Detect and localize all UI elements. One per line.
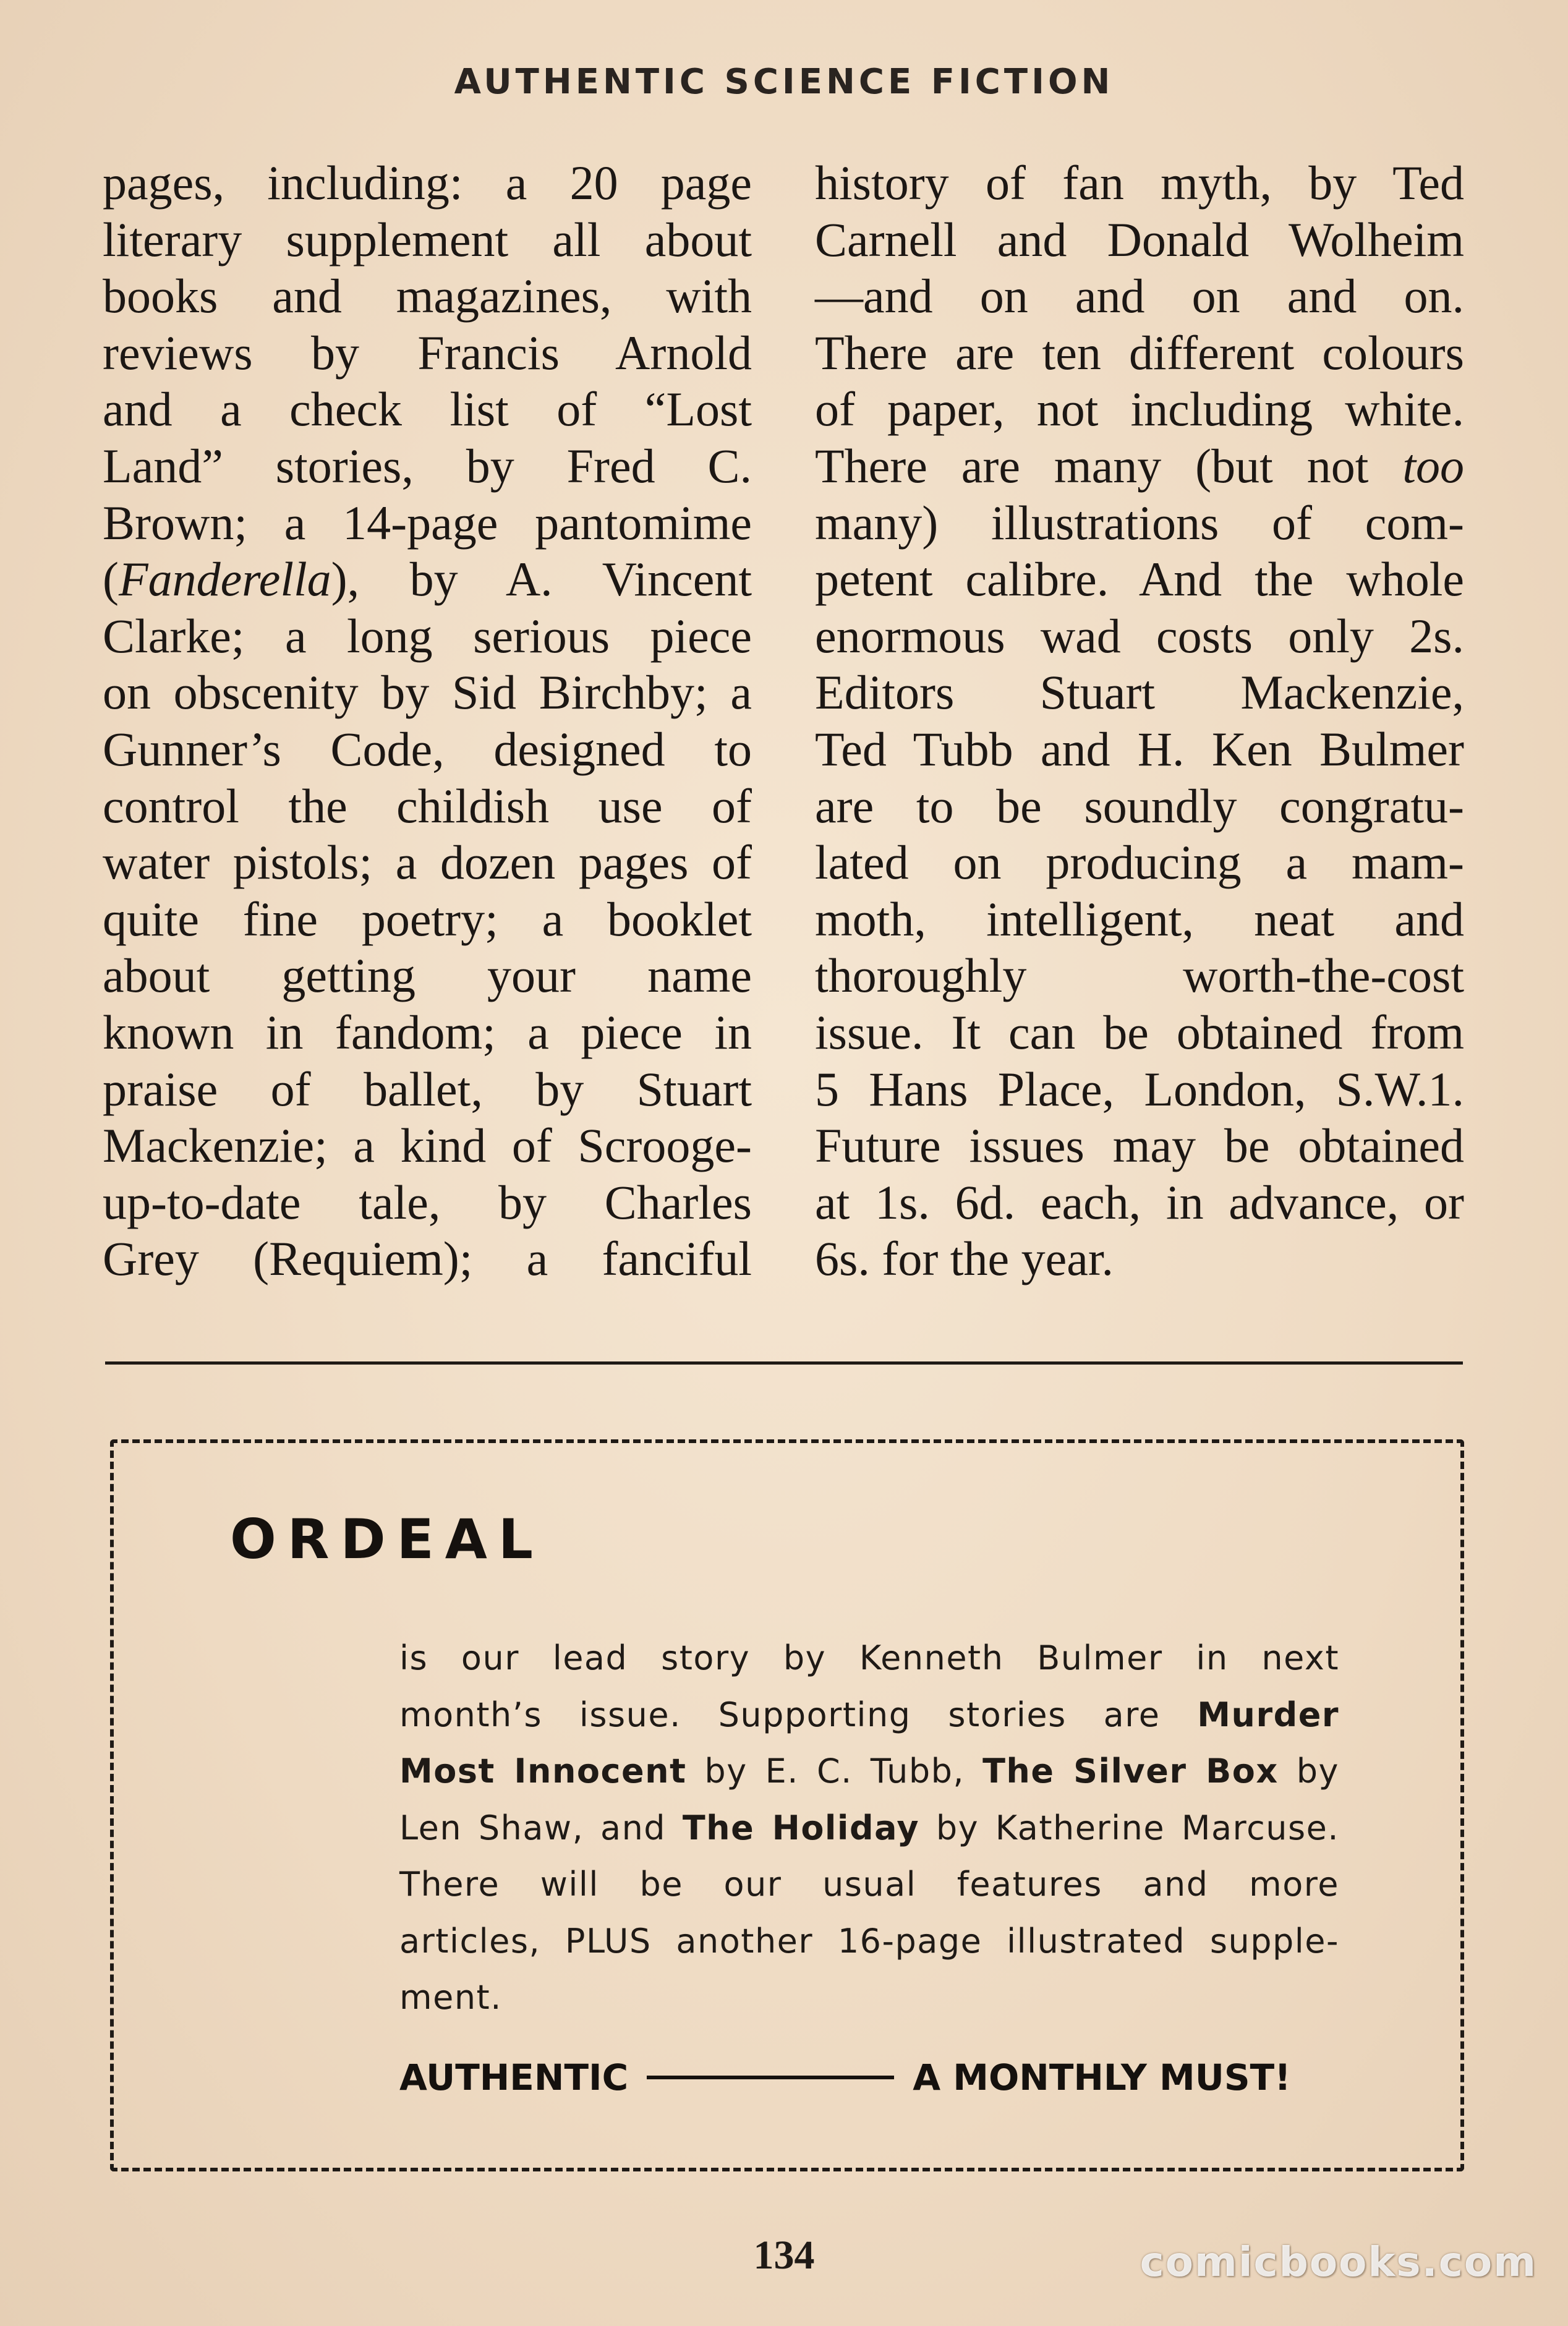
text-line: books and magazines, with — [103, 269, 752, 323]
advert-line — [399, 1687, 1339, 1744]
text-line: There are ten different colours — [815, 325, 1464, 380]
text-line-with-italic: There are many (but not too — [815, 438, 1464, 493]
text-line: history of fan myth, by Ted — [815, 156, 1464, 210]
story-title: Murder — [1197, 1695, 1339, 1734]
advert-text: month’s issue. Supporting stories are — [399, 1695, 1198, 1734]
text-line: enormous wad costs only 2s. — [815, 608, 1464, 663]
advert-slogan — [399, 2053, 1339, 2102]
text-line: on obscenity by Sid Birchby; a — [103, 665, 752, 720]
text-line: quite fine poetry; a booklet — [103, 892, 752, 946]
story-title: The Holiday — [682, 1808, 920, 1847]
text-line-with-italic: (Fanderella), by A. Vincent — [103, 552, 752, 607]
advert-line — [399, 1743, 1339, 1800]
text-line: of paper, not including white. — [815, 382, 1464, 437]
watermark: comicbooks.com — [1140, 2238, 1537, 2286]
page-number: 134 — [753, 2233, 815, 2278]
text-line: about getting your name — [103, 948, 752, 1003]
advert-line: There will be our usual features and more — [399, 1865, 1339, 1904]
advert-body — [399, 1630, 1339, 2026]
slogan-right: A MONTHLY MUST! — [913, 2056, 1291, 2098]
text-line: literary supplement all about — [103, 212, 752, 266]
text-line: Grey (Requiem); a fanciful — [103, 1232, 752, 1286]
text-line: petent calibre. And the whole — [815, 552, 1464, 607]
text-line: Carnell and Donald Wolheim — [815, 212, 1464, 266]
advert-text: Len Shaw, and — [399, 1808, 683, 1847]
advert-text: by E. C. Tubb, — [686, 1752, 983, 1791]
advert-line: is our lead story by Kenneth Bulmer in next — [399, 1638, 1339, 1677]
advert-text: by Katherine Marcuse. — [919, 1808, 1340, 1847]
advert-text: by — [1278, 1752, 1339, 1791]
text-line: control the childish use of — [103, 778, 752, 833]
advert-title: ORDEAL — [230, 1507, 544, 1571]
text-line: Brown; a 14-page pantomime — [103, 495, 752, 550]
text-line: 5 Hans Place, London, S.W.1. — [815, 1062, 1464, 1116]
text-line: Gunner’s Code, designed to — [103, 722, 752, 776]
story-title: The Silver Box — [982, 1752, 1279, 1791]
text-line: Land” stories, by Fred C. — [103, 438, 752, 493]
advert-line: ment. — [399, 1978, 502, 2017]
slogan-dash — [647, 2076, 894, 2079]
slogan-left: AUTHENTIC — [399, 2056, 629, 2098]
text-line: Future issues may be obtained — [815, 1118, 1464, 1173]
italic-word: too — [1402, 438, 1464, 493]
running-head: AUTHENTIC SCIENCE FICTION — [454, 62, 1114, 102]
text-line: issue. It can be obtained from — [815, 1005, 1464, 1059]
text-line: are to be soundly congratu- — [815, 778, 1464, 833]
text-line: 6s. for the year. — [815, 1232, 1114, 1286]
advert-line — [399, 1800, 1339, 1857]
text-line: Mackenzie; a kind of Scrooge- — [103, 1118, 752, 1173]
text-line: thoroughly worth-the-cost — [815, 948, 1464, 1003]
story-title: Most Innocent — [399, 1752, 687, 1791]
text-line: Clarke; a long serious piece — [103, 608, 752, 663]
text-line: —and on and on and on. — [815, 269, 1464, 323]
text-line: pages, including: a 20 page — [103, 156, 752, 210]
text-line: many) illustrations of com- — [815, 495, 1464, 550]
text-line: and a check list of “Lost — [103, 382, 752, 437]
text-line: water pistols; a dozen pages of — [103, 835, 752, 890]
text-line: praise of ballet, by Stuart — [103, 1062, 752, 1116]
horizontal-rule — [105, 1361, 1463, 1365]
advert-line: articles, PLUS another 16-page illustrated supple- — [399, 1921, 1339, 1961]
text-line: up-to-date tale, by Charles — [103, 1175, 752, 1229]
text-line: at 1s. 6d. each, in advance, or — [815, 1175, 1464, 1229]
text-line: reviews by Francis Arnold — [103, 325, 752, 380]
text-line: lated on producing a mam- — [815, 835, 1464, 890]
right-text-column — [815, 155, 1464, 1287]
italic-title: Fanderella — [118, 552, 331, 607]
left-text-column — [103, 155, 752, 1287]
text-line: moth, intelligent, neat and — [815, 892, 1464, 946]
text-line: Editors Stuart Mackenzie, — [815, 665, 1464, 720]
text-line: known in fandom; a piece in — [103, 1005, 752, 1059]
text-line: Ted Tubb and H. Ken Bulmer — [815, 722, 1464, 776]
